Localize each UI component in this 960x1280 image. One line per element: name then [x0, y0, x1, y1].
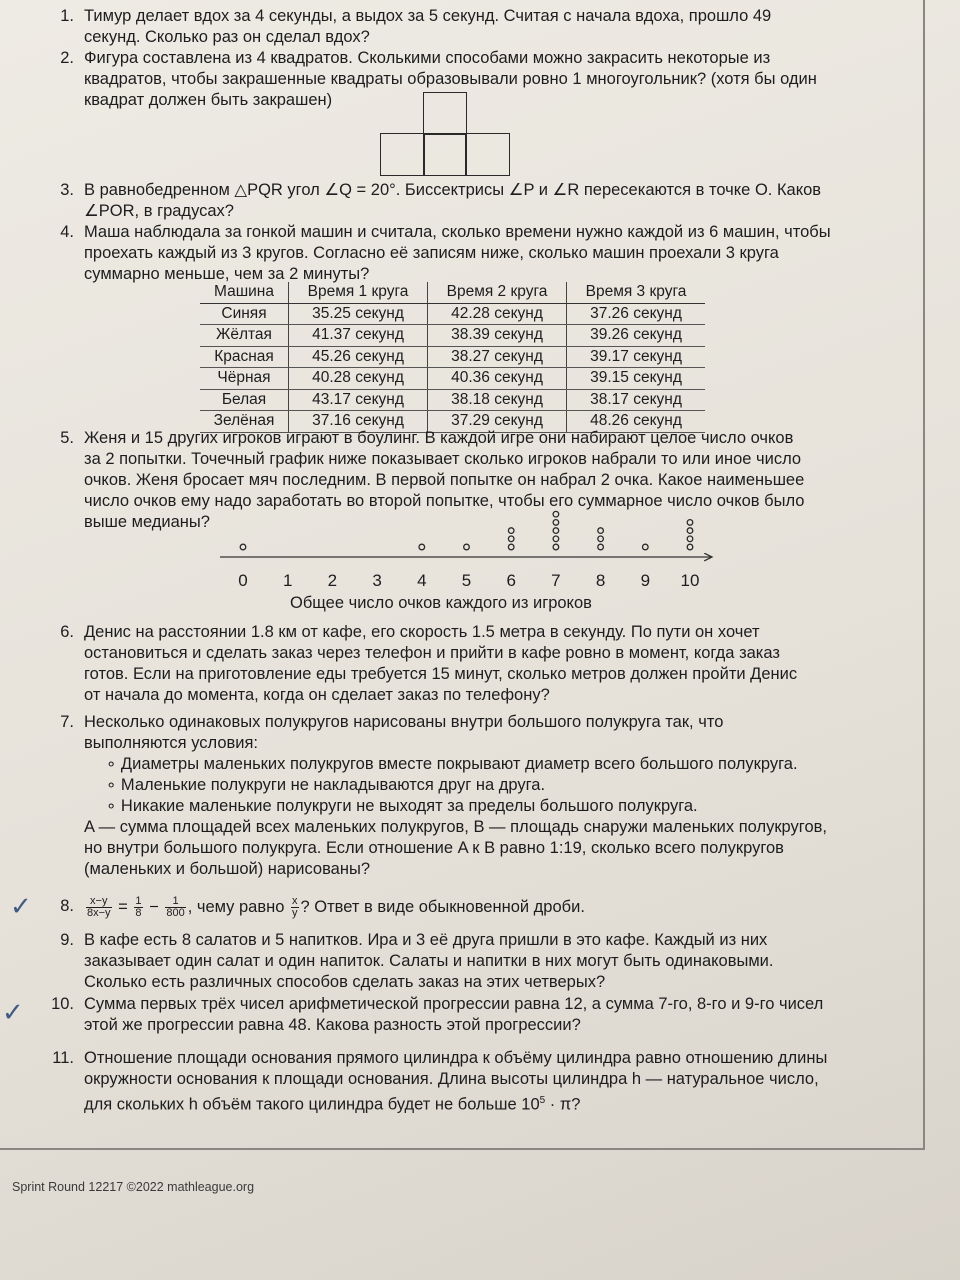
- lap-times-table: [200, 282, 705, 433]
- data-dot: [643, 544, 649, 550]
- problem-number: 10.: [51, 995, 74, 1013]
- square-bottom-middle: [423, 133, 467, 176]
- problem-text-line: Маша наблюдала за гонкой машин и считала, сколько времени нужно каждой из 6 машин, чтобы: [84, 223, 831, 241]
- problem-text-line: квадрат должен быть закрашен): [84, 91, 333, 109]
- problem-9: [40, 930, 860, 993]
- problem-text-line: выполняются условия:: [84, 734, 259, 752]
- data-dot: [598, 528, 604, 534]
- data-dot: [508, 536, 514, 542]
- data-dot: [553, 528, 559, 534]
- data-dot: [240, 544, 246, 550]
- problem-number: 7.: [60, 713, 74, 731]
- data-dot: [687, 544, 693, 550]
- lap-time-cell: 38.18 секунд: [428, 389, 567, 411]
- data-dot: [508, 528, 514, 534]
- problem-number: 9.: [60, 931, 74, 949]
- x-tick-label: 9: [640, 571, 651, 590]
- problem-8: 8. $\frac{x-y}{8x-y}$ = $\frac{1}{8}$ − $\frac{1}{800}$ , чему равно $\frac{x}{y}$ ? Ответ в виде обыкновенной дроби.: [40, 896, 860, 919]
- data-dot: [687, 536, 693, 542]
- data-dot: [553, 544, 559, 550]
- problem-text-line: Тимур делает вдох за 4 секунды, а выдох за 5 секунд. Считая с начала вдоха, прошло 49: [84, 7, 772, 25]
- problem-text-line: но внутри большого полукруга. Если отношение A к B равно 1:19, сколько всего полукругов: [84, 839, 784, 857]
- problem-text-line: для скольких h объём такого цилиндра будет не больше $10^5 \cdot \pi$?: [84, 1095, 581, 1114]
- x-tick-label: 8: [595, 571, 606, 590]
- table-header-row: [200, 282, 705, 303]
- problem-text-line: Сколько есть различных способов сделать заказ на этих четверых?: [84, 973, 606, 991]
- column-header: Машина: [200, 282, 289, 303]
- problem-text-line: (маленьких и большой) нарисованы?: [84, 860, 370, 878]
- page-border-bottom: [0, 1148, 925, 1150]
- problem-text-line: секунд. Сколько раз он сделал вдох?: [84, 28, 370, 46]
- bullet-item: ∘ Маленькие полукруги не накладываются друг на друга.: [106, 775, 860, 796]
- problem-text-line: от начала до момента, когда он сделает заказ по телефону?: [84, 686, 550, 704]
- problem-text-line: Денис на расстоянии 1.8 км от кафе, его скорость 1.5 метра в секунду. По пути он хочет: [84, 623, 760, 641]
- problem-number: 4.: [60, 223, 74, 241]
- square-top: [423, 92, 467, 135]
- problem-text-line: этой же прогрессии равна 48. Какова разность этой прогрессии?: [84, 1016, 581, 1034]
- lap-time-cell: 43.17 секунд: [289, 389, 428, 411]
- x-tick-label: 4: [417, 571, 427, 590]
- lap-time-cell: 39.26 секунд: [567, 325, 706, 347]
- column-header: Время 1 круга: [289, 282, 428, 303]
- four-squares-figure: [380, 92, 510, 176]
- data-dot: [553, 520, 559, 526]
- problem-number: 5.: [60, 429, 74, 447]
- problem-text-line: A — сумма площадей всех маленьких полукругов, B — площадь снаружи маленьких полукругов,: [84, 818, 827, 836]
- table-row: [200, 368, 705, 390]
- page-footer: Sprint Round 12217 ©2022 mathleague.org: [12, 1180, 255, 1194]
- car-name-cell: Зелёная: [200, 411, 289, 433]
- lap-time-cell: 48.26 секунд: [567, 411, 706, 433]
- x-tick-label: 5: [461, 571, 472, 590]
- data-dot: [687, 528, 693, 534]
- problem-text-line: Фигура составлена из 4 квадратов. Сколькими способами можно закрасить некоторые из: [84, 49, 771, 67]
- problem-10: [40, 994, 860, 1036]
- data-dot: [598, 536, 604, 542]
- problem-6: [40, 622, 860, 706]
- exponent: 5: [539, 1095, 546, 1106]
- problem-text-line: за 2 попытки. Точечный график ниже показывает сколько игроков набрали то или иное число: [84, 450, 802, 468]
- square-bottom-right: [465, 133, 510, 176]
- problem-text-line: заказывает один салат и один напиток. Салаты и напитки в них могут быть одинаковыми.: [84, 952, 774, 970]
- problem-text-line: суммарно меньше, чем за 2 минуты?: [84, 265, 370, 283]
- car-name-cell: Синяя: [200, 303, 289, 325]
- lap-time-cell: 41.37 секунд: [289, 325, 428, 347]
- problem-number: 2.: [60, 49, 74, 67]
- lap-time-cell: 40.28 секунд: [289, 368, 428, 390]
- lap-time-cell: 38.27 секунд: [428, 346, 567, 368]
- problem-text-line: остановиться и сделать заказ через телефон и прийти в кафе ровно в момент, когда заказ: [84, 644, 780, 662]
- lap-time-cell: 39.15 секунд: [567, 368, 706, 390]
- problem-text-line: В кафе есть 8 салатов и 5 напитков. Ира и 3 её друга пришли в это кафе. Каждый из них: [84, 931, 768, 949]
- checkmark-icon: ✓: [2, 998, 24, 1028]
- car-name-cell: Белая: [200, 389, 289, 411]
- lap-time-cell: 39.17 секунд: [567, 346, 706, 368]
- problem-text-line: Сумма первых трёх чисел арифметической прогрессии равна 12, а сумма 7-го, 8-го и 9-го чисел: [84, 995, 824, 1013]
- problem-1: [40, 6, 860, 48]
- data-dot: [508, 544, 514, 550]
- problem-7: [40, 712, 860, 880]
- problem-text-line: проехать каждый из 3 кругов. Согласно её записям ниже, сколько машин проехали 3 круга: [84, 244, 779, 262]
- square-bottom-left: [380, 133, 425, 176]
- problem-number: 3.: [60, 181, 74, 199]
- table-row: [200, 389, 705, 411]
- problem-text-line: ? Ответ в виде обыкновенной дроби.: [300, 897, 585, 916]
- problem-number: 6.: [60, 623, 74, 641]
- x-tick-label: 2: [327, 571, 338, 590]
- problem-text-line: В равнобедренном △PQR угол ∠Q = 20°. Биссектрисы ∠P и ∠R пересекаются в точке O. Каков: [84, 181, 822, 199]
- problem-4: [40, 222, 860, 285]
- table-row: [200, 346, 705, 368]
- bullet-item: ∘ Никакие маленькие полукруги не выходят за пределы большого полукруга.: [106, 796, 860, 817]
- problem-text-line: окружности основания к площади основания. Длина высоты цилиндра h — натуральное число,: [84, 1070, 819, 1088]
- car-name-cell: Жёлтая: [200, 325, 289, 347]
- lap-time-cell: 38.39 секунд: [428, 325, 567, 347]
- problem-text-line: ∠POR, в градусах?: [84, 202, 234, 220]
- x-tick-label: 7: [551, 571, 561, 590]
- problem-text-line: число очков ему надо заработать во второй попытке, чтобы его суммарное число очков было: [84, 492, 805, 510]
- bullet-item: ∘ Диаметры маленьких полукругов вместе покрывают диаметр всего большого полукруга.: [106, 754, 860, 775]
- table-row: [200, 325, 705, 347]
- data-dot: [464, 544, 470, 550]
- checkmark-icon: ✓: [10, 892, 32, 922]
- data-dot: [687, 520, 693, 526]
- dot-plot-caption: Общее число очков каждого из игроков: [290, 594, 592, 612]
- x-tick-label: 3: [372, 571, 382, 590]
- problem-text-line: очков. Женя бросает мяч последним. В первой попытке он набрал 2 очка. Какое наименьшее: [84, 471, 805, 489]
- fraction: $\frac{1}{800}$: [166, 895, 185, 919]
- problem-number: 8.: [60, 897, 74, 915]
- x-tick-label: 6: [506, 571, 516, 590]
- problem-text-line: Отношение площади основания прямого цилиндра к объёму цилиндра равно отношению длины: [84, 1049, 828, 1067]
- car-name-cell: Красная: [200, 346, 289, 368]
- problem-text-line: чему равно: [196, 897, 285, 916]
- lap-time-cell: 42.28 секунд: [428, 303, 567, 325]
- x-tick-label: 1: [282, 571, 293, 590]
- fraction: $\frac{x-y}{8x-y}$: [87, 895, 111, 919]
- column-header: Время 2 круга: [428, 282, 567, 303]
- problem-text-line: готов. Если на приготовление еды требуется 15 минут, сколько метров должен пройти Денис: [84, 665, 798, 683]
- data-dot: [419, 544, 425, 550]
- column-header: Время 3 круга: [567, 282, 706, 303]
- data-dot: [598, 544, 604, 550]
- problem-text-line: выше медианы?: [84, 513, 210, 531]
- problem-3: [40, 180, 860, 222]
- problem-text-line: Несколько одинаковых полукругов нарисованы внутри большого полукруга так, что: [84, 713, 724, 731]
- problem-number: 1.: [60, 7, 74, 25]
- lap-time-cell: 40.36 секунд: [428, 368, 567, 390]
- data-dot: [553, 536, 559, 542]
- data-dot: [553, 511, 559, 517]
- x-tick-label: 10: [680, 571, 700, 590]
- fraction: $\frac{1}{8}$: [135, 895, 142, 919]
- problem-text-line: Женя и 15 других игроков играют в боулинг. В каждой игре они набирают целое число очков: [84, 429, 794, 447]
- page-border-right: [923, 0, 925, 1150]
- problem-text-line: квадратов, чтобы закрашенные квадраты образовывали ровно 1 многоугольник? (хотя бы один: [84, 70, 817, 88]
- problem-number: 11.: [52, 1049, 74, 1067]
- lap-time-cell: 38.17 секунд: [567, 389, 706, 411]
- table-row: [200, 303, 705, 325]
- car-name-cell: Чёрная: [200, 368, 289, 390]
- fraction: $\frac{x}{y}$: [292, 895, 298, 919]
- problem-11: [40, 1048, 860, 1116]
- x-tick-label: 0: [238, 571, 248, 590]
- lap-time-cell: 37.29 секунд: [428, 411, 567, 433]
- lap-time-cell: 37.26 секунд: [567, 303, 706, 325]
- lap-time-cell: 37.16 секунд: [289, 411, 428, 433]
- lap-time-cell: 35.25 секунд: [289, 303, 428, 325]
- lap-time-cell: 45.26 секунд: [289, 346, 428, 368]
